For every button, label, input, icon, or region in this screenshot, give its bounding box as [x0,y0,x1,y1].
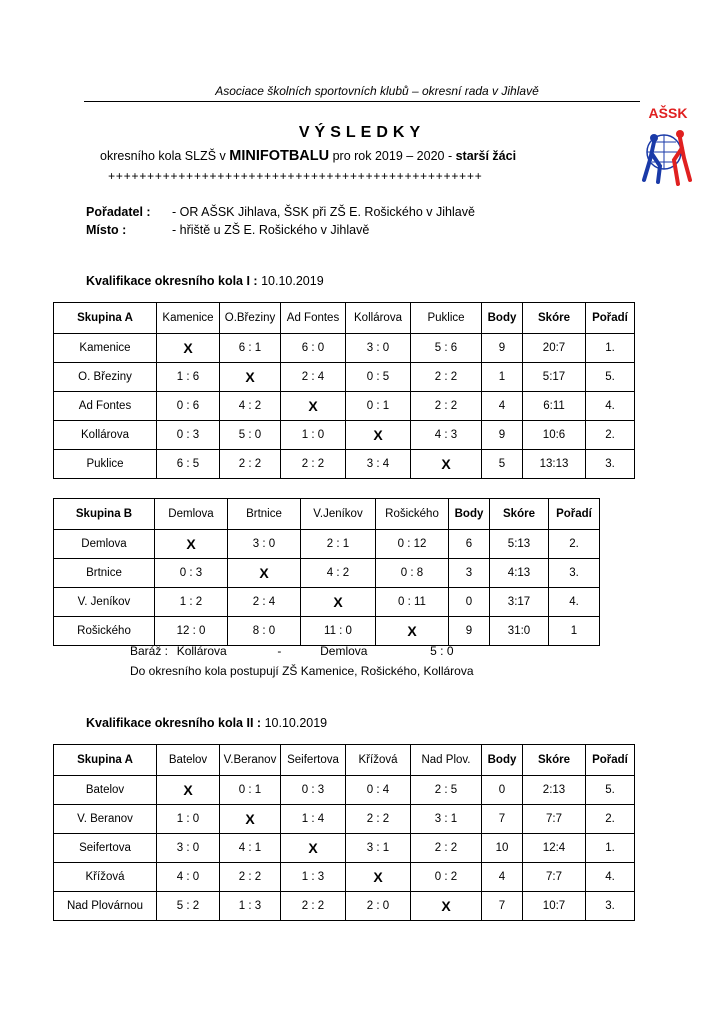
column-header: Nad Plov. [411,745,482,776]
column-header: Seifertova [281,745,346,776]
table-row [54,559,600,588]
round1-date: 10.10.2019 [261,274,324,288]
organizer-label: Pořadatel : [86,205,151,219]
result-cell: 5:13 [490,530,549,559]
barrage-dash: - [277,644,282,658]
result-cell: 0 : 3 [281,776,346,805]
header-divider [84,101,640,102]
column-header: Demlova [155,499,228,530]
team-name-cell: O. Březiny [54,363,157,392]
result-cell: 5 : 0 [220,421,281,450]
self-match-cell: X [220,805,281,834]
round1-title [86,274,324,288]
column-header: Skóre [490,499,549,530]
result-cell: 9 [482,421,523,450]
subtitle [100,148,516,164]
logo-text: AŠSK [648,105,688,121]
result-cell: 2 : 2 [281,892,346,921]
result-cell: 6:11 [523,392,586,421]
team-name-cell: Batelov [54,776,157,805]
result-cell: 7 [482,805,523,834]
barrage-team1: Kollárova [176,644,227,658]
team-name-cell: Puklice [54,450,157,479]
table-row [54,776,635,805]
result-cell: 2. [549,530,600,559]
self-match-cell: X [411,892,482,921]
result-cell: 10:6 [523,421,586,450]
table-row [54,392,635,421]
result-cell: 7:7 [523,805,586,834]
result-cell: 7 [482,892,523,921]
table-row [54,805,635,834]
column-header: Křížová [346,745,411,776]
self-match-cell: X [281,392,346,421]
result-cell: 31:0 [490,617,549,646]
result-cell: 2 : 2 [346,805,411,834]
table-header-row [54,303,635,334]
place-value: - hřiště u ZŠ E. Rošického v Jihlavě [172,223,370,237]
table-header-row [54,745,635,776]
table-row [54,421,635,450]
column-header: Body [482,303,523,334]
result-cell: 2 : 2 [411,363,482,392]
result-cell: 10 [482,834,523,863]
result-cell: 1. [586,834,635,863]
result-cell: 0 : 5 [346,363,411,392]
result-cell: 20:7 [523,334,586,363]
team-name-cell: Kamenice [54,334,157,363]
barrage-score: 5 : 0 [430,644,454,658]
team-name-cell: Ad Fontes [54,392,157,421]
table-row [54,892,635,921]
column-header: Skupina A [54,745,157,776]
result-cell: 4 [482,392,523,421]
result-cell: 1 [549,617,600,646]
result-cell: 0 : 3 [157,421,220,450]
column-header: Puklice [411,303,482,334]
result-cell: 12:4 [523,834,586,863]
column-header: Brtnice [228,499,301,530]
result-cell: 12 : 0 [155,617,228,646]
result-cell: 9 [482,334,523,363]
result-cell: 6 : 1 [220,334,281,363]
result-cell: 2:13 [523,776,586,805]
result-cell: 3 : 0 [228,530,301,559]
self-match-cell: X [411,450,482,479]
organizer-value: - OR AŠSK Jihlava, ŠSK při ZŠ E. Rošického v Jihlavě [172,205,475,219]
result-cell: 1 : 2 [155,588,228,617]
subtitle-category: starší žáci [455,149,517,163]
column-header: Rošického [376,499,449,530]
result-cell: 4. [586,863,635,892]
subtitle-prefix: okresního kola SLZŠ v [100,149,230,163]
table-row [54,450,635,479]
organization-header: Asociace školních sportovních klubů – okresní rada v Jihlavě [215,84,539,98]
table-row [54,363,635,392]
column-header: Ad Fontes [281,303,346,334]
team-name-cell: V. Jeníkov [54,588,155,617]
result-cell: 2 : 4 [228,588,301,617]
column-header: Body [482,745,523,776]
result-cell: 2 : 1 [301,530,376,559]
round1-groupB-table [53,498,600,646]
round2-title [86,716,327,730]
self-match-cell: X [376,617,449,646]
table-header-row [54,499,600,530]
result-cell: 2 : 2 [411,392,482,421]
column-header: Skóre [523,303,586,334]
result-cell: 3 [449,559,490,588]
table-row [54,530,600,559]
round2-date: 10.10.2019 [264,716,328,730]
barrage-label: Baráž : [130,644,169,658]
result-cell: 0 : 4 [346,776,411,805]
round1-title-text: Kvalifikace okresního kola I : [86,274,258,288]
self-match-cell: X [346,421,411,450]
result-cell: 4:13 [490,559,549,588]
result-cell: 4. [586,392,635,421]
subtitle-sport: MINIFOTBALU [229,148,330,164]
organizer-line [86,205,475,219]
result-cell: 3 : 4 [346,450,411,479]
team-name-cell: Rošického [54,617,155,646]
self-match-cell: X [157,334,220,363]
result-cell: 7:7 [523,863,586,892]
result-cell: 5:17 [523,363,586,392]
result-cell: 1 : 6 [157,363,220,392]
result-cell: 3 : 0 [157,834,220,863]
team-name-cell: Seifertova [54,834,157,863]
result-cell: 1 : 4 [281,805,346,834]
result-cell: 5. [586,363,635,392]
column-header: Pořadí [586,303,635,334]
result-cell: 4 : 3 [411,421,482,450]
round2-groupA-table [53,744,635,921]
plus-separator: ++++++++++++++++++++++++++++++++++++++++++++++++ [108,170,483,184]
self-match-cell: X [228,559,301,588]
result-cell: 5 : 6 [411,334,482,363]
result-cell: 1 : 0 [281,421,346,450]
column-header: Skóre [523,745,586,776]
result-cell: 3 : 0 [346,334,411,363]
result-cell: 1 : 3 [220,892,281,921]
result-cell: 6 : 0 [281,334,346,363]
result-cell: 5 [482,450,523,479]
result-cell: 2. [586,805,635,834]
table-row [54,863,635,892]
result-cell: 6 [449,530,490,559]
team-name-cell: V. Beranov [54,805,157,834]
result-cell: 1 : 3 [281,863,346,892]
barrage-team2: Demlova [320,644,368,658]
result-cell: 2 : 2 [220,450,281,479]
result-cell: 0 : 1 [346,392,411,421]
advance-note: Do okresního kola postupují ZŠ Kamenice, Rošického, Kollárova [130,664,474,678]
result-cell: 3. [549,559,600,588]
result-cell: 5. [586,776,635,805]
team-name-cell: Demlova [54,530,155,559]
place-label: Místo : [86,223,127,237]
column-header: V.Beranov [220,745,281,776]
result-cell: 0 : 8 [376,559,449,588]
column-header: Kamenice [157,303,220,334]
table-row [54,834,635,863]
result-cell: 3:17 [490,588,549,617]
result-cell: 0 [482,776,523,805]
result-cell: 2 : 2 [220,863,281,892]
column-header: Skupina B [54,499,155,530]
result-cell: 1 : 0 [157,805,220,834]
self-match-cell: X [301,588,376,617]
column-header: Pořadí [586,745,635,776]
result-cell: 0 : 12 [376,530,449,559]
team-name-cell: Kollárova [54,421,157,450]
result-cell: 3 : 1 [411,805,482,834]
result-cell: 3 : 1 [346,834,411,863]
result-cell: 4 : 1 [220,834,281,863]
result-cell: 0 [449,588,490,617]
self-match-cell: X [155,530,228,559]
column-header: O.Březiny [220,303,281,334]
team-name-cell: Brtnice [54,559,155,588]
result-cell: 11 : 0 [301,617,376,646]
column-header: Skupina A [54,303,157,334]
result-cell: 3. [586,892,635,921]
barrage-line [130,644,454,658]
result-cell: 2 : 2 [411,834,482,863]
column-header: Kollárova [346,303,411,334]
self-match-cell: X [220,363,281,392]
result-cell: 1. [586,334,635,363]
result-cell: 2 : 2 [281,450,346,479]
round1-groupA-table [53,302,635,479]
result-cell: 2 : 4 [281,363,346,392]
self-match-cell: X [281,834,346,863]
table-row [54,617,600,646]
round2-title-text: Kvalifikace okresního kola II : [86,716,262,730]
column-header: Pořadí [549,499,600,530]
column-header: Body [449,499,490,530]
result-cell: 1 [482,363,523,392]
place-line [86,223,369,237]
result-cell: 6 : 5 [157,450,220,479]
result-cell: 2. [586,421,635,450]
result-cell: 4 : 0 [157,863,220,892]
table-row [54,334,635,363]
result-cell: 5 : 2 [157,892,220,921]
result-cell: 4 : 2 [301,559,376,588]
team-name-cell: Nad Plovárnou [54,892,157,921]
self-match-cell: X [157,776,220,805]
column-header: Batelov [157,745,220,776]
subtitle-season: pro rok 2019 – 2020 - [329,149,456,163]
result-cell: 13:13 [523,450,586,479]
result-cell: 8 : 0 [228,617,301,646]
result-cell: 4 : 2 [220,392,281,421]
result-cell: 0 : 1 [220,776,281,805]
result-cell: 9 [449,617,490,646]
assk-logo-icon [640,104,696,196]
self-match-cell: X [346,863,411,892]
page-title: VÝSLEDKY [298,124,426,141]
team-name-cell: Křížová [54,863,157,892]
result-cell: 3. [586,450,635,479]
result-cell: 0 : 11 [376,588,449,617]
column-header: V.Jeníkov [301,499,376,530]
result-cell: 0 : 6 [157,392,220,421]
result-cell: 0 : 3 [155,559,228,588]
result-cell: 0 : 2 [411,863,482,892]
result-cell: 2 : 5 [411,776,482,805]
result-cell: 4. [549,588,600,617]
result-cell: 2 : 0 [346,892,411,921]
table-row [54,588,600,617]
result-cell: 10:7 [523,892,586,921]
result-cell: 4 [482,863,523,892]
